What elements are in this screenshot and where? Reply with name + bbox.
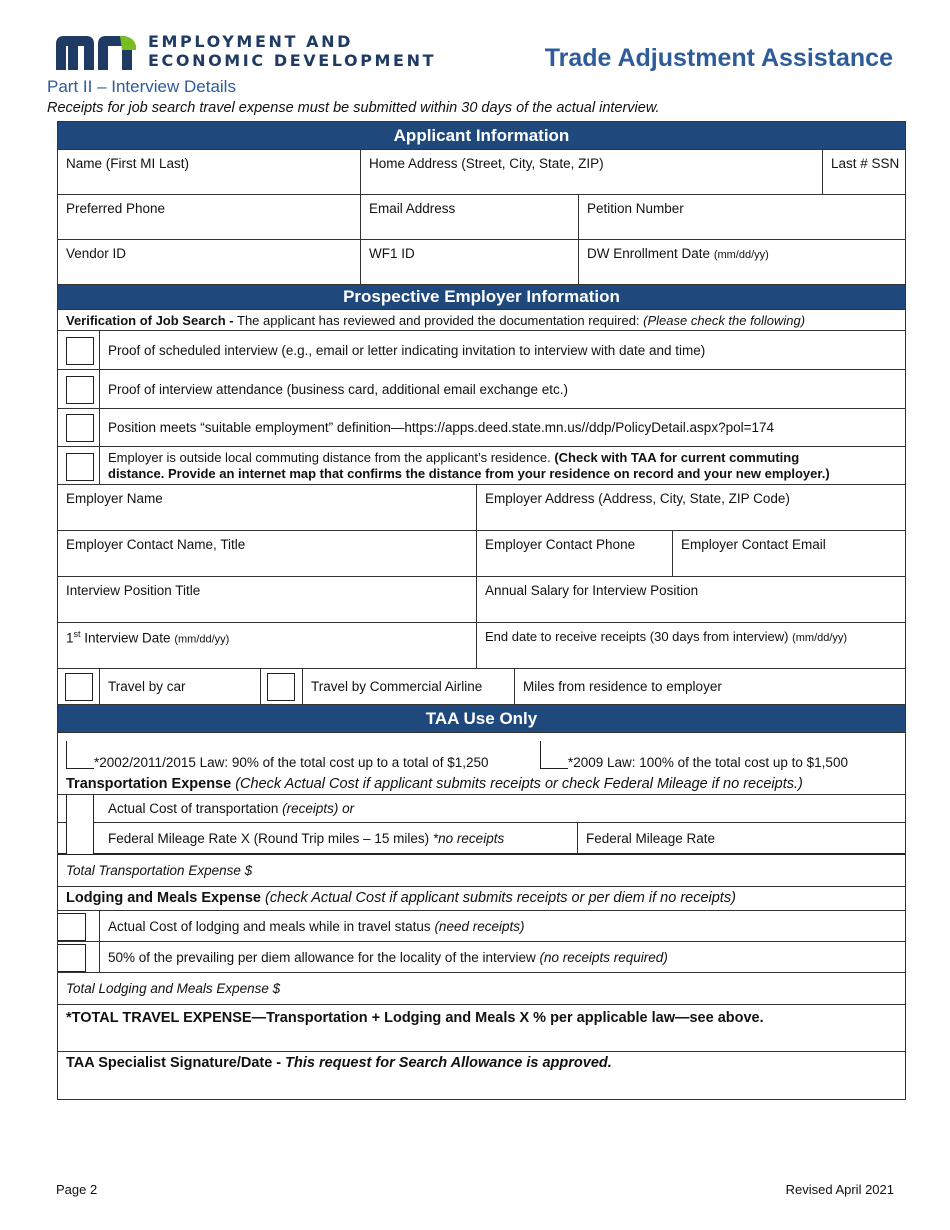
- applicant-row-3: [58, 240, 905, 285]
- part-title: Part II – Interview Details: [47, 77, 236, 96]
- position-title-field[interactable]: [58, 577, 476, 622]
- per-diem-cell: [58, 942, 100, 972]
- mileage-checkbox[interactable]: [66, 823, 94, 854]
- applicant-row-1: [58, 150, 905, 195]
- actual-transport-label: [108, 795, 354, 822]
- employer-row-1: [58, 485, 905, 531]
- verification-body: The applicant has reviewed and provided the documentation required:: [237, 313, 640, 328]
- check-outside-bold-2: distance. Provide an internet map that confirms the distance from your residence on record and your new employer.): [108, 466, 830, 481]
- per-diem-text: 50% of the prevailing per diem allowance for the locality of the interview: [108, 949, 536, 965]
- end-date-field[interactable]: [476, 623, 905, 668]
- logo-wordmark: [148, 32, 436, 70]
- law-row: [58, 733, 905, 773]
- petition-number-field[interactable]: [578, 195, 905, 239]
- employer-address-label: Employer Address (Address, City, State, ZIP Code): [485, 491, 790, 506]
- check-attendance-label: Proof of interview attendance (business card, additional email exchange etc.): [108, 381, 569, 397]
- actual-lodging-italic: (need receipts): [434, 918, 525, 934]
- actual-lodging-text: Actual Cost of lodging and meals while in travel status: [108, 918, 431, 934]
- lodging-italic: (check Actual Cost if applicant submits receipts or per diem if no receipts): [265, 890, 736, 906]
- signature-bold: TAA Specialist Signature/Date -: [66, 1055, 282, 1071]
- check-scheduled-cell: [58, 331, 100, 369]
- check-suitable-label: Position meets “suitable employment” definition—https://apps.deed.state.mn.us//ddp/PolicyDetail.aspx?pol=174: [108, 420, 774, 435]
- check-scheduled-row: [58, 331, 905, 370]
- name-field[interactable]: [58, 150, 360, 194]
- check-attendance-row: [58, 370, 905, 409]
- interview-form: [57, 121, 906, 1100]
- annual-salary-label: Annual Salary for Interview Position: [485, 583, 699, 598]
- employer-address-field[interactable]: [476, 485, 905, 530]
- transport-italic: (Check Actual Cost if applicant submits receipts or check Federal Mileage if no receipts.): [235, 776, 803, 792]
- logo-line-1: EMPLOYMENT AND: [148, 32, 354, 51]
- transport-bold: Transportation Expense: [66, 776, 232, 792]
- total-transport-label: Total Transportation Expense $: [66, 863, 253, 878]
- signature-label: [66, 1055, 612, 1071]
- travel-air-label: Travel by Commercial Airline: [311, 679, 483, 694]
- per-diem-checkbox[interactable]: [58, 944, 86, 972]
- check-outside-checkbox[interactable]: [66, 453, 94, 481]
- contact-name-label: Employer Contact Name, Title: [66, 537, 246, 552]
- check-scheduled-label: Proof of scheduled interview (e.g., email or letter indicating invitation to interview with date and time): [108, 342, 706, 358]
- employer-row-3: [58, 577, 905, 623]
- mileage-cell: [58, 823, 94, 853]
- signature-row[interactable]: [58, 1052, 905, 1099]
- mileage-italic: *no receipts: [432, 830, 505, 846]
- mileage-rate-field[interactable]: [577, 823, 905, 853]
- actual-transport-cell: [58, 795, 94, 822]
- travel-car-checkbox[interactable]: [65, 673, 93, 701]
- actual-lodging-cell: [58, 911, 100, 941]
- travel-air-divider: [302, 669, 303, 704]
- petition-number-label: Petition Number: [587, 201, 684, 216]
- taa-section-title: TAA Use Only: [425, 709, 538, 728]
- page-header: [0, 0, 950, 120]
- per-diem-label: [108, 942, 668, 972]
- employer-section-title: Prospective Employer Information: [343, 287, 620, 306]
- transport-header: [66, 776, 803, 792]
- employer-row-4: [58, 623, 905, 669]
- preferred-phone-field[interactable]: [58, 195, 360, 239]
- transport-header-row: [58, 773, 905, 795]
- employer-name-label: Employer Name: [66, 491, 163, 506]
- actual-transport-checkbox[interactable]: [66, 795, 94, 823]
- actual-lodging-label: [108, 911, 524, 941]
- annual-salary-field[interactable]: [476, 577, 905, 622]
- contact-phone-field[interactable]: [476, 531, 672, 576]
- deed-logo: [56, 32, 456, 72]
- applicant-section-title: Applicant Information: [393, 126, 570, 145]
- end-date-format: (mm/dd/yy): [792, 632, 848, 644]
- first-date-format: (mm/dd/yy): [174, 633, 230, 646]
- actual-transport-italic: (receipts) or: [282, 801, 355, 816]
- check-outside-cell: [58, 447, 100, 484]
- contact-email-label: Employer Contact Email: [681, 537, 826, 552]
- contact-email-field[interactable]: [672, 531, 905, 576]
- check-suitable-cell: [58, 409, 100, 446]
- check-scheduled-checkbox[interactable]: [66, 337, 94, 365]
- page-number: Page 2: [56, 1182, 98, 1197]
- dw-enrollment-label: DW Enrollment Date: [587, 246, 711, 261]
- check-attendance-cell: [58, 370, 100, 408]
- employer-row-2: [58, 531, 905, 577]
- employer-name-field[interactable]: [58, 485, 476, 530]
- verification-bold: Verification of Job Search -: [66, 313, 234, 328]
- email-field[interactable]: [360, 195, 578, 239]
- travel-car-cell: [58, 669, 100, 704]
- vendor-id-field[interactable]: [58, 240, 360, 284]
- mn-logo-icon: [56, 34, 136, 70]
- employer-section-header: [58, 285, 905, 310]
- per-diem-italic: (no receipts required): [539, 949, 668, 965]
- lodging-bold: Lodging and Meals Expense: [66, 890, 261, 906]
- check-attendance-checkbox[interactable]: [66, 376, 94, 404]
- miles-label: Miles from residence to employer: [523, 679, 722, 694]
- contact-phone-label: Employer Contact Phone: [485, 537, 636, 552]
- check-outside-text: Employer is outside local commuting distance from the applicant’s residence.: [108, 450, 551, 465]
- travel-divider: [260, 669, 261, 704]
- total-lodging-label: Total Lodging and Meals Expense $: [66, 981, 281, 996]
- check-suitable-row: [58, 409, 905, 447]
- end-date-label: End date to receive receipts (30 days from interview): [485, 629, 789, 644]
- law-2009-checkbox[interactable]: [540, 741, 568, 769]
- check-suitable-checkbox[interactable]: [66, 414, 94, 442]
- mileage-rate-label: Federal Mileage Rate: [586, 830, 716, 846]
- taa-section-header: [58, 705, 905, 733]
- actual-transport-row: [58, 795, 905, 823]
- lodging-header-row: [58, 887, 905, 911]
- wf1-id-field[interactable]: [360, 240, 578, 284]
- actual-lodging-row: [58, 911, 905, 942]
- receipts-note: Receipts for job search travel expense must be submitted within 30 days of the actual interview.: [47, 100, 660, 116]
- home-address-label: Home Address (Street, City, State, ZIP): [369, 156, 604, 171]
- travel-row: [58, 669, 905, 705]
- total-lodging-row[interactable]: [58, 973, 905, 1005]
- document-title: Trade Adjustment Assistance: [544, 44, 893, 72]
- mileage-text: Federal Mileage Rate X (Round Trip miles – 15 miles): [108, 830, 430, 846]
- position-title-label: Interview Position Title: [66, 583, 201, 598]
- first-date-sup: st: [73, 629, 81, 639]
- email-label: Email Address: [369, 201, 456, 216]
- law-2002-checkbox[interactable]: [66, 741, 94, 769]
- travel-car-label: Travel by car: [108, 679, 186, 694]
- name-label: Name (First MI Last): [66, 156, 190, 171]
- lodging-header: [66, 890, 736, 906]
- dw-enrollment-field[interactable]: [578, 240, 905, 284]
- preferred-phone-label: Preferred Phone: [66, 201, 166, 216]
- law-2009-label: *2009 Law: 100% of the total cost up to $1,500: [568, 755, 848, 770]
- check-outside-label: [108, 447, 830, 484]
- verification-italic: (Please check the following): [643, 313, 806, 328]
- first-interview-date-field[interactable]: [58, 623, 476, 668]
- miles-field[interactable]: [514, 669, 905, 704]
- total-transport-row[interactable]: [58, 855, 905, 887]
- actual-transport-text: Actual Cost of transportation: [108, 801, 279, 816]
- total-travel-row[interactable]: [58, 1005, 905, 1052]
- verification-row: [58, 310, 905, 331]
- revision-date: Revised April 2021: [785, 1182, 894, 1197]
- actual-lodging-checkbox[interactable]: [58, 913, 86, 941]
- check-outside-row: [58, 447, 905, 485]
- law-2002-label: *2002/2011/2015 Law: 90% of the total cost up to a total of $1,250: [94, 755, 489, 770]
- check-outside-bold-1: (Check with TAA for current commuting: [554, 450, 800, 465]
- last-ssn-label: Last # SSN: [831, 156, 900, 171]
- wf1-id-label: WF1 ID: [369, 246, 415, 261]
- home-address-field[interactable]: [360, 150, 822, 194]
- verification-text: [66, 313, 805, 328]
- applicant-section-header: [58, 122, 905, 150]
- mileage-label: [108, 823, 504, 853]
- total-travel-label: *TOTAL TRAVEL EXPENSE—Transportation + Lodging and Meals X % per applicable law—see above.: [66, 1010, 764, 1026]
- first-date-label: Interview Date: [80, 630, 171, 646]
- vendor-id-label: Vendor ID: [66, 246, 127, 261]
- contact-name-field[interactable]: [58, 531, 476, 576]
- mileage-row: [58, 823, 905, 855]
- applicant-row-2: [58, 195, 905, 240]
- dw-date-format: (mm/dd/yy): [713, 249, 769, 261]
- travel-air-checkbox[interactable]: [267, 673, 295, 701]
- signature-italic: This request for Search Allowance is approved.: [285, 1055, 612, 1071]
- per-diem-row: [58, 942, 905, 973]
- first-date-num: 1: [66, 630, 74, 646]
- last-ssn-field[interactable]: [822, 150, 905, 194]
- logo-line-2: ECONOMIC DEVELOPMENT: [148, 51, 437, 70]
